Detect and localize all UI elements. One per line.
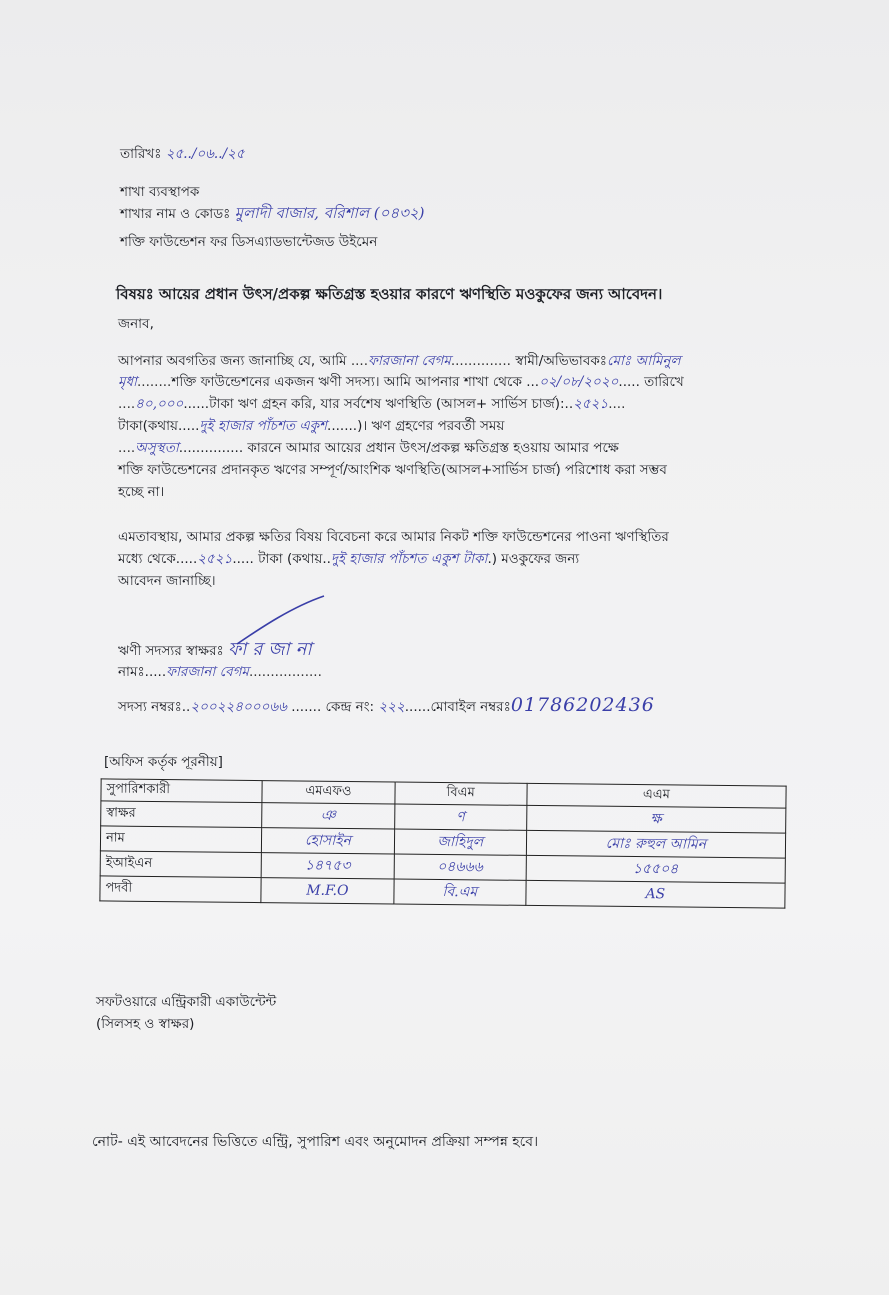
cell-ein-bm: ০৪৬৬৬: [394, 854, 526, 880]
reason-fill: অসুস্থতা: [135, 440, 179, 456]
body1-text6: টাকা(কথায়.....: [118, 418, 200, 434]
body2-text4: .) মওকুফের জন্য: [487, 551, 580, 567]
body1-line7: হচ্ছে না।: [118, 484, 165, 500]
header-mfo: এমএফও: [262, 781, 395, 804]
office-heading: [অফিস কর্তৃক পূরনীয়]: [104, 754, 223, 770]
footer-note: নোট- এই আবেদনের ভিত্তিতে এন্ট্রি, সুপারিশ এবং অনুমোদন প্রক্রিয়া সম্পন্ন হবে।: [92, 1134, 539, 1150]
waive-amount-fill: ২৫২১: [197, 551, 233, 567]
row-label-name: নাম: [100, 826, 261, 853]
guardian-fill: মোঃ আমিনুল: [606, 353, 681, 369]
subject-line: বিষয়ঃ আয়ের প্রধান উৎস/প্রকল্প ক্ষতিগ্রস্ত হওয়ার কারণে ঋণস্থিতি মওকুফের জন্য আবেদন।: [116, 285, 663, 303]
applicant-name-line: নামঃ.....ফারজানা বেগম.................: [118, 664, 322, 680]
cell-designation-bm: বি.এম: [394, 879, 526, 905]
member-label: সদস্য নম্বরঃ..: [118, 699, 191, 715]
applicant-sign-line: [118, 640, 318, 661]
waive-words-fill: দুই হাজার পাঁচশত একুশ টাকা: [330, 551, 488, 567]
loan-date-fill: ০২/০৮/২০২০: [539, 374, 619, 390]
cell-ein-am: ১৫৫০৪: [526, 855, 786, 883]
mobile-value: 01786202436: [510, 694, 655, 716]
body1-text7: .......)। ঋণ গ্রহণের পরবর্তী সময়: [327, 418, 505, 434]
applicant-name-label: নামঃ.....: [118, 664, 167, 680]
applicant-sign-value: ফারজানা: [228, 639, 318, 660]
body1-text2: স্বামী/অভিভাবকঃ: [515, 353, 607, 369]
applicant-name-fill: ফারজানা বেগম: [368, 353, 451, 369]
mobile-label: ......মোবাইল নম্বরঃ: [404, 699, 511, 715]
applicant-sign-label: ঋণী সদস্যর স্বাক্ষরঃ: [118, 643, 224, 659]
branch-line: [120, 203, 424, 224]
row-label-designation: পদবী: [100, 876, 261, 903]
salutation: জনাব,: [118, 316, 154, 332]
body2-text2: মধ্যে থেকে.....: [118, 551, 198, 567]
body1-line4: [118, 416, 504, 436]
member-line: [118, 695, 655, 717]
cell-designation-mfo: M.F.O: [261, 878, 394, 904]
date-label: তারিখঃ: [120, 146, 162, 162]
body1-text3: শক্তি ফাউন্ডেশনের একজন ঋণী সদস্য। আমি আপনার শাখা থেকে ...: [171, 374, 540, 390]
body2-line1: এমতাবস্থায়, আমার প্রকল্প ক্ষতির বিষয় বিবেচনা করে আমার নিকট শক্তি ফাউন্ডেশনের পাওনা ঋণস্থিতির: [118, 529, 669, 545]
cell-signature-mfo: ঞ: [262, 803, 395, 829]
header-recommender: সুপারিশকারী: [101, 779, 262, 803]
balance-fill: ২৫২১: [573, 396, 609, 412]
body1-line3: ....৪০,০০০......টাকা ঋণ গ্রহন করি, যার সর্বশেষ ঋণস্থিতি (আসল+ সার্ভিস চার্জ):..২৫২১....: [118, 396, 626, 412]
date-value: ২৫../০৬../২৫: [165, 146, 245, 162]
office-table: [99, 778, 786, 908]
header-bm: বিএম: [395, 782, 527, 805]
member-value: ২০০২২৪০০০৬৬: [190, 699, 287, 715]
organization-name: শক্তি ফাউন্ডেশন ফর ডিসএ্যাডভান্টেজড উইমেন: [120, 234, 378, 250]
body2-line2: [118, 549, 579, 569]
cell-designation-am: AS: [526, 880, 786, 908]
body2-line3: আবেদন জানাচ্ছি।: [118, 573, 216, 589]
balance-words-fill: দুই হাজার পাঁচশত একুশ: [199, 418, 328, 434]
date-line: [120, 144, 245, 164]
body1-line5: ....অসুস্থতা............... কারনে আমার আয়ের প্রধান উৎস/প্রকল্প ক্ষতিগ্রস্ত হওয়ায় আমার পক্ষে: [118, 440, 619, 456]
guardian-fill-2: মৃধা: [118, 374, 137, 390]
center-value: ২২২: [378, 699, 405, 715]
cell-ein-mfo: ১৪৭৫৩: [261, 853, 394, 879]
body1-line2: মৃধা........শক্তি ফাউন্ডেশনের একজন ঋণী সদস্য। আমি আপনার শাখা থেকে ...০২/০৮/২০২০..... তারিখে: [118, 374, 684, 390]
body2-text3: ..... টাকা (কথায়..: [232, 551, 331, 567]
accountant-note: (সিলসহ ও স্বাক্ষর): [96, 1016, 195, 1032]
cell-name-am: মোঃ রুহুল আমিন: [526, 830, 786, 858]
accountant-title: সফটওয়ারে এন্ট্রিকারী একাউন্টেন্ট: [96, 994, 277, 1010]
header-am: এএম: [527, 783, 787, 808]
body1-text4: ..... তারিখে: [618, 374, 684, 390]
center-label: ....... কেন্দ্র নং:: [291, 699, 375, 715]
cell-name-mfo: হোসাইন: [261, 828, 394, 854]
body1-text1: আপনার অবগতির জন্য জানাচ্ছি যে, আমি: [118, 353, 347, 369]
row-label-ein: ইআইএন: [100, 851, 261, 878]
branch-label: শাখার নাম ও কোডঃ: [120, 206, 231, 222]
loan-amount-fill: ৪০,০০০: [135, 396, 184, 412]
branch-value: মুলাদী বাজার, বরিশাল (০৪৩২): [234, 204, 425, 222]
recipient-title: শাখা ব্যবস্থাপক: [120, 184, 200, 200]
cell-name-bm: জাহিদুল: [394, 829, 526, 855]
body1-line6: শক্তি ফাউন্ডেশনের প্রদানকৃত ঋণের সম্পূর্ণ/আংশিক ঋণস্থিতি(আসল+সার্ভিস চার্জ) পরিশোধ করা সম্ভব: [118, 462, 667, 478]
row-label-signature: স্বাক্ষর: [101, 801, 262, 828]
cell-signature-am: ক্ষ: [526, 805, 786, 833]
body1-text8: ............... কারনে আমার আয়ের প্রধান উৎস/প্রকল্প ক্ষতিগ্রস্ত হওয়ায় আমার পক্ষে: [178, 440, 619, 456]
body1-line1: আপনার অবগতির জন্য জানাচ্ছি যে, আমি ....ফারজানা বেগম.............. স্বামী/অভিভাবকঃমোঃ আমিনুল: [118, 353, 681, 369]
body1-text5: ......টাকা ঋণ গ্রহন করি, যার সর্বশেষ ঋণস্থিতি (আসল+ সার্ভিস চার্জ):..: [183, 396, 574, 412]
applicant-name-value: ফারজানা বেগম: [166, 664, 249, 680]
cell-signature-bm: ণ: [394, 804, 526, 830]
